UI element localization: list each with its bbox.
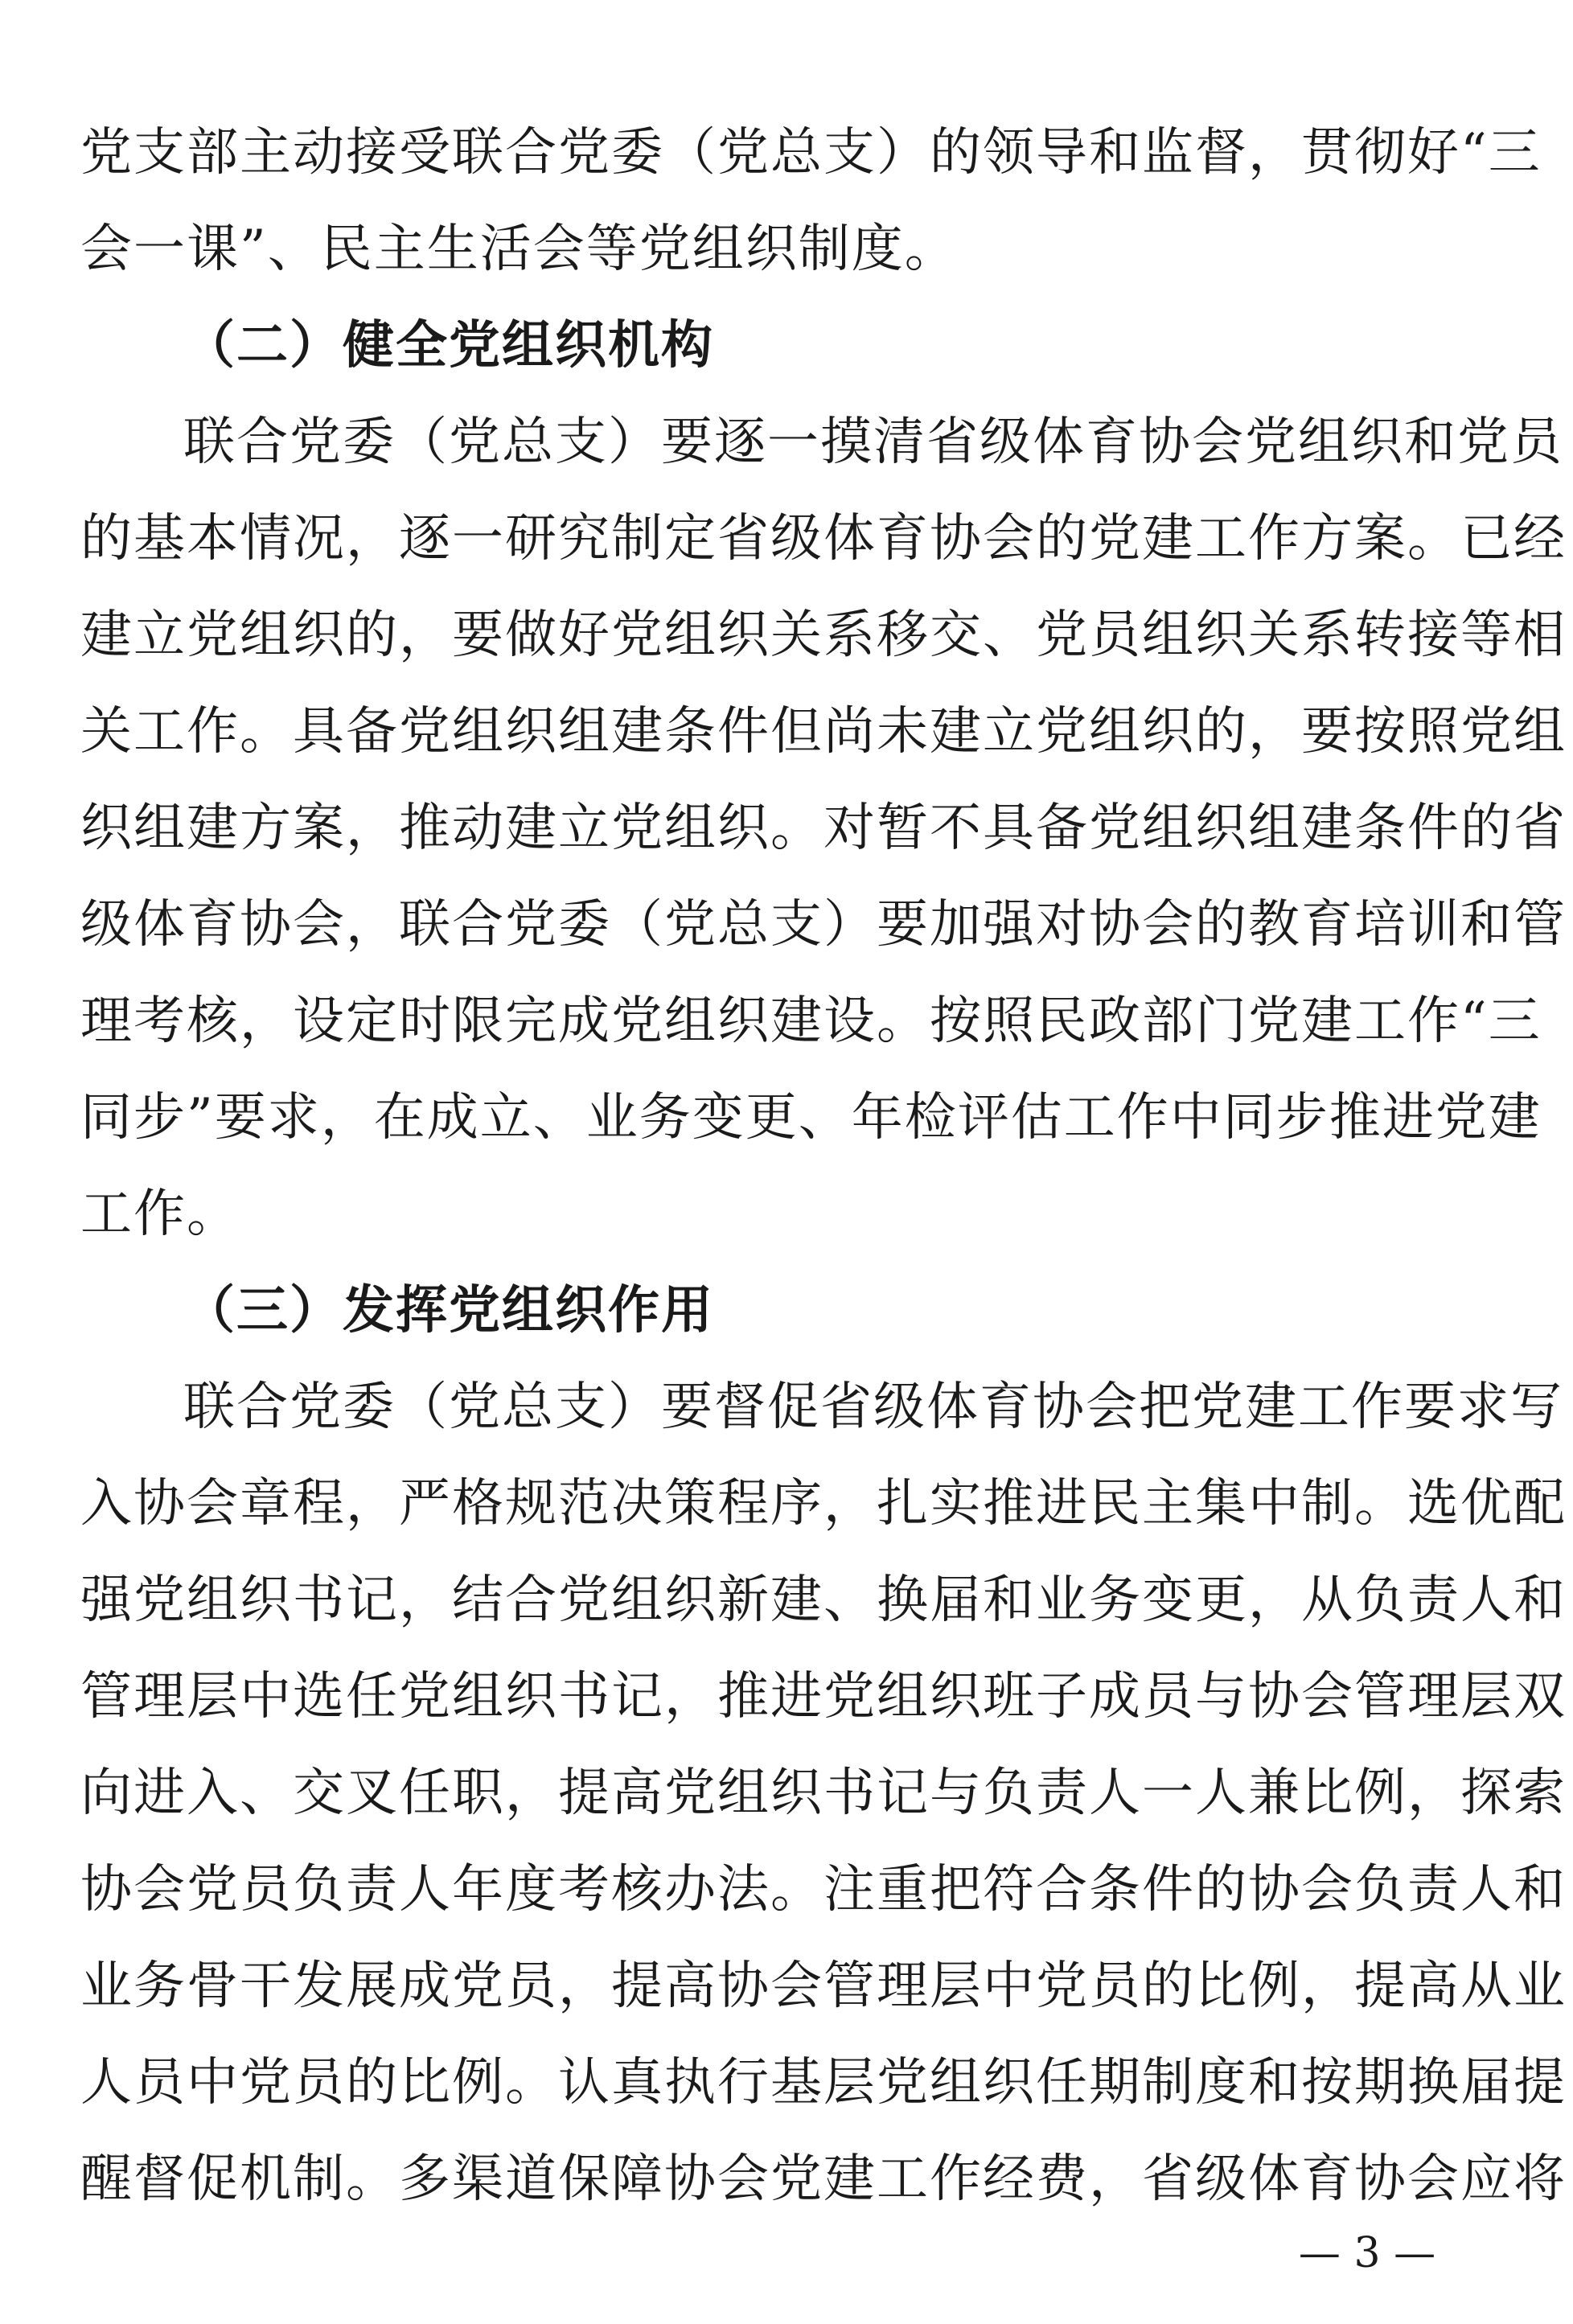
section-3-line-6: 协会党员负责人年度考核办法。注重把符合条件的协会负责人和 bbox=[80, 1860, 1567, 1920]
section-2-line-1: 联合党委（党总支）要逐一摸清省级体育协会党组织和党员 bbox=[183, 413, 1563, 472]
section-2-line-5: 织组建方案，推动建立党组织。对暂不具备党组织组建条件的省 bbox=[80, 799, 1567, 858]
section-2-line-2: 的基本情况，逐一研究制定省级体育协会的党建工作方案。已经 bbox=[80, 509, 1567, 569]
section-2-line-7: 理考核，设定时限完成党组织建设。按照民政部门党建工作“三 bbox=[80, 992, 1542, 1051]
intro-line-1: 党支部主动接受联合党委（党总支）的领导和监督，贯彻好“三 bbox=[80, 123, 1542, 183]
section-2-heading: （二）健全党组织机构 bbox=[183, 316, 714, 376]
intro-line-2: 会一课”、民主生活会等党组织制度。 bbox=[80, 220, 958, 279]
section-3-line-2: 入协会章程，严格规范决策程序，扎实推进民主集中制。选优配 bbox=[80, 1474, 1567, 1534]
section-3-line-1: 联合党委（党总支）要督促省级体育协会把党建工作要求写 bbox=[183, 1378, 1563, 1437]
section-2-line-9: 工作。 bbox=[80, 1185, 240, 1244]
section-3-line-4: 管理层中选任党组织书记，推进党组织班子成员与协会管理层双 bbox=[80, 1667, 1567, 1727]
section-3-line-5: 向进入、交叉任职，提高党组织书记与负责人一人兼比例，探索 bbox=[80, 1764, 1567, 1823]
section-3-line-8: 人员中党员的比例。认真执行基层党组织任期制度和按期换届提 bbox=[80, 2053, 1567, 2113]
section-2-line-6: 级体育协会，联合党委（党总支）要加强对协会的教育培训和管 bbox=[80, 895, 1567, 955]
section-3-line-7: 业务骨干发展成党员，提高协会管理层中党员的比例，提高从业 bbox=[80, 1957, 1567, 2016]
section-2-line-4: 关工作。具备党组织组建条件但尚未建立党组织的，要按照党组 bbox=[80, 702, 1567, 762]
section-3-line-9: 醒督促机制。多渠道保障协会党建工作经费，省级体育协会应将 bbox=[80, 2149, 1567, 2209]
section-2-line-8: 同步”要求，在成立、业务变更、年检评估工作中同步推进党建 bbox=[80, 1088, 1542, 1148]
section-3-line-3: 强党组织书记，结合党组织新建、换届和业务变更，从负责人和 bbox=[80, 1571, 1567, 1630]
section-3-heading: （三）发挥党组织作用 bbox=[183, 1281, 714, 1341]
page-number: — 3 — bbox=[1298, 2229, 1436, 2277]
section-2-line-3: 建立党组织的，要做好党组织关系移交、党员组织关系转接等相 bbox=[80, 606, 1567, 665]
